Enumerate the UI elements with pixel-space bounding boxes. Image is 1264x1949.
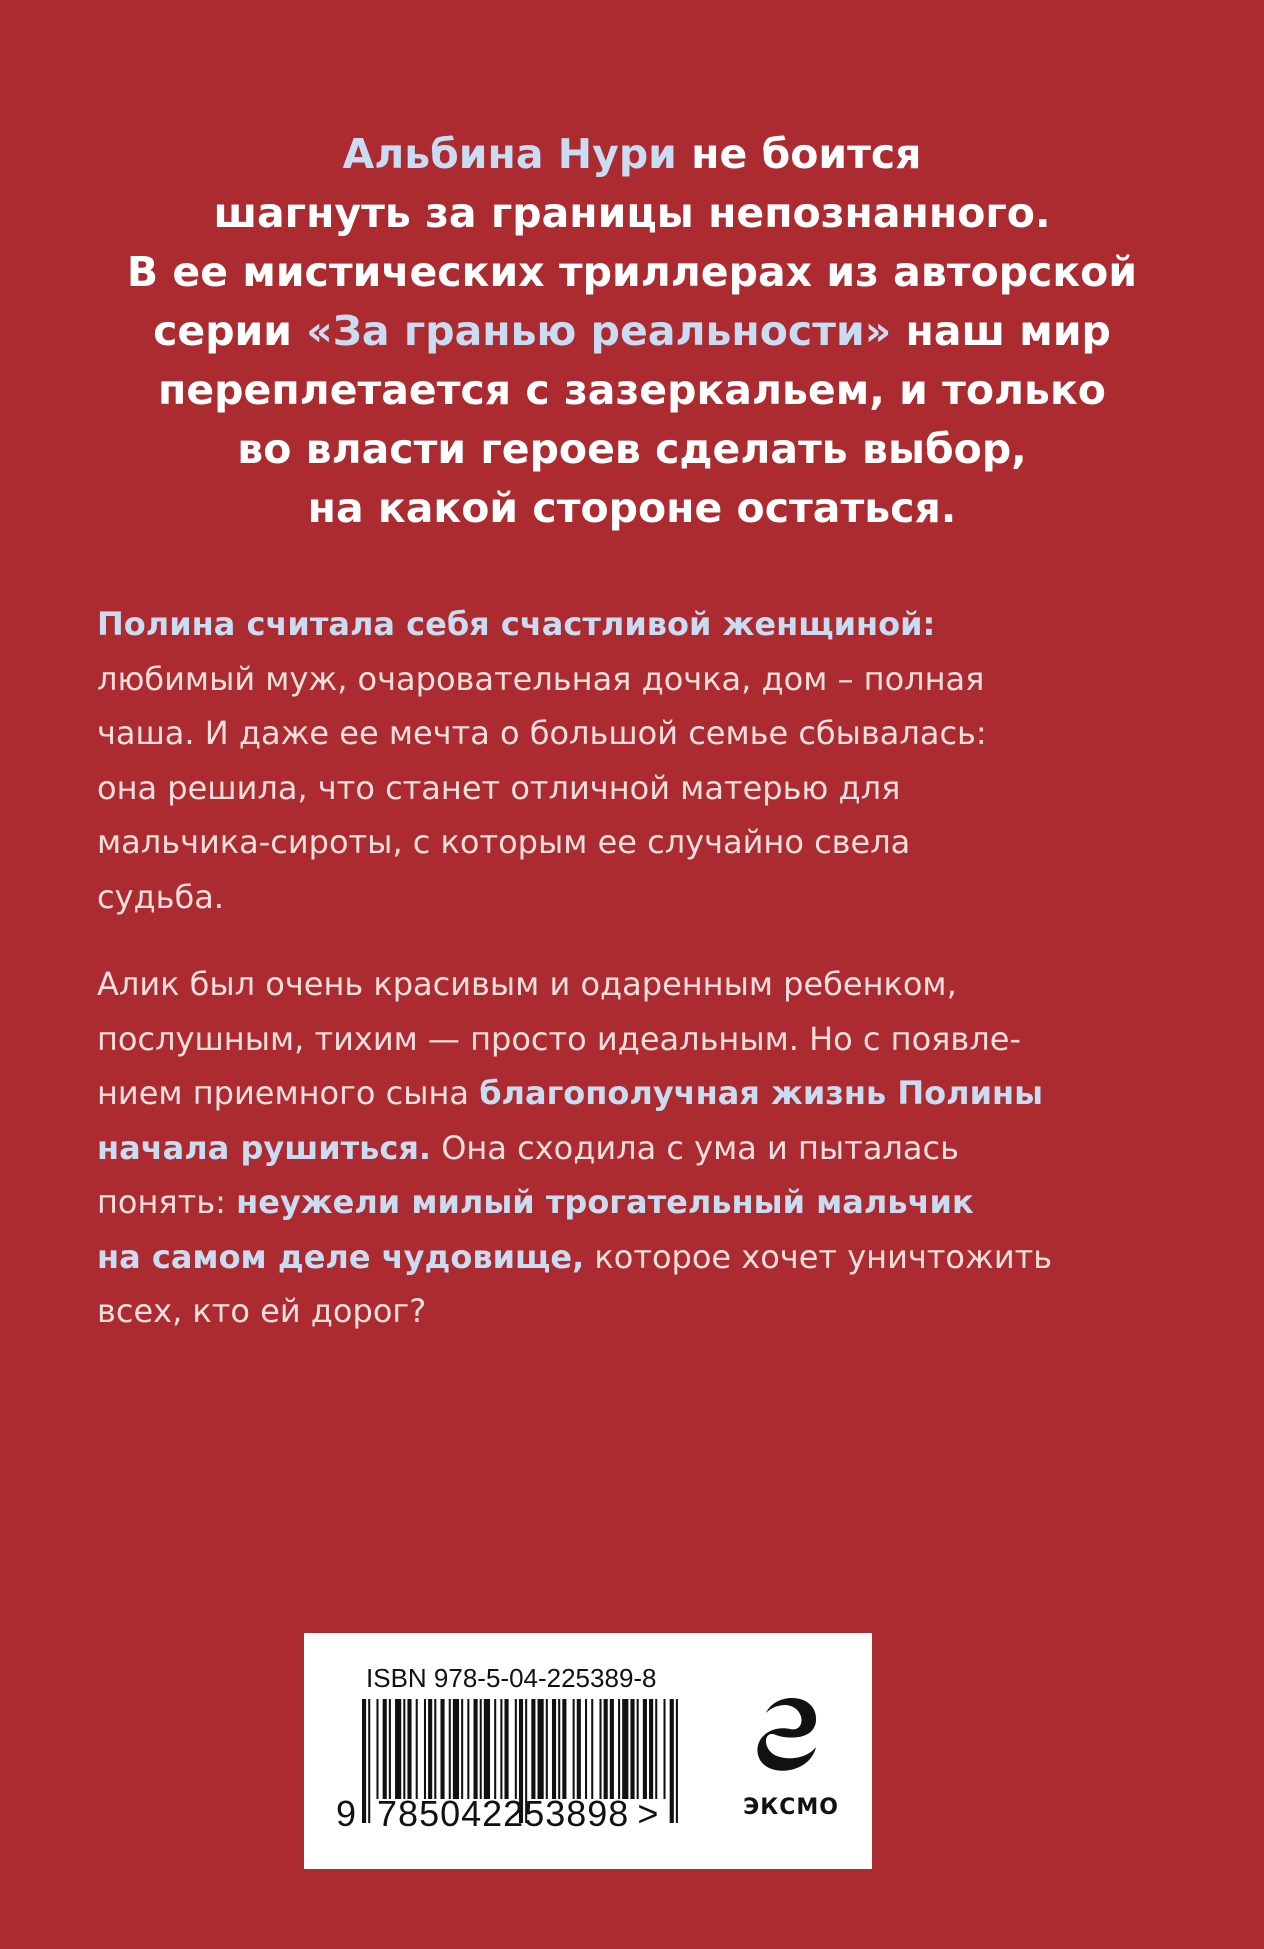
text-line	[97, 761, 1197, 816]
text-segment: Она сходила с ума и пыталась	[431, 1128, 959, 1167]
barcode-bar	[484, 1699, 490, 1799]
text-line	[97, 1121, 1197, 1176]
eksmo-logo-icon	[746, 1683, 836, 1793]
highlighted-text: «За гранью реальности»	[306, 307, 892, 355]
barcode-bar	[610, 1699, 614, 1799]
barcode-bar	[676, 1699, 678, 1823]
text-line	[97, 870, 1197, 925]
barcode-lead-digit: 9	[336, 1793, 358, 1834]
barcode-bar	[376, 1699, 378, 1799]
barcode-bar	[622, 1699, 628, 1799]
synopsis-paragraph-2	[97, 957, 1197, 1339]
text-segment: во власти героев сделать выбор,	[237, 425, 1027, 473]
barcode-bar	[599, 1699, 601, 1799]
synopsis-paragraph-1	[97, 597, 1197, 924]
highlighted-text: Альбина Нури	[342, 130, 677, 178]
barcode-bar	[428, 1699, 432, 1799]
text-segment: наш мир	[891, 307, 1111, 355]
highlighted-text: благополучная жизнь Полины	[479, 1074, 1044, 1112]
isbn-number: ISBN 978-5-04-225389-8	[366, 1663, 657, 1693]
text-line	[60, 243, 1204, 302]
text-segment: мальчика-сироты, с которым ее случайно свела	[97, 823, 911, 861]
barcode-bar	[552, 1699, 556, 1799]
barcode-panel	[304, 1633, 872, 1869]
barcode-bar	[538, 1699, 544, 1799]
text-line	[60, 479, 1204, 538]
text-line	[60, 361, 1204, 420]
text-line	[97, 1066, 1197, 1121]
text-segment: которое хочет уничтожить	[584, 1237, 1053, 1276]
barcode-bar	[500, 1699, 502, 1799]
barcode-bar	[424, 1699, 426, 1799]
barcode-bar	[618, 1699, 620, 1799]
text-line	[60, 302, 1204, 361]
text-line	[97, 1012, 1197, 1067]
barcode-bar	[670, 1699, 674, 1823]
barcode-bar	[434, 1699, 436, 1799]
barcode-bar	[531, 1699, 535, 1799]
author-intro	[60, 125, 1204, 538]
barcode-bar	[655, 1699, 657, 1799]
text-line	[97, 652, 1197, 707]
text-line	[97, 815, 1197, 870]
barcode-bar	[604, 1699, 608, 1799]
barcode-bar	[383, 1699, 387, 1799]
text-segment: она решила, что станет отличной матерью для	[97, 768, 901, 807]
barcode-bar	[389, 1699, 391, 1799]
barcode-bar	[515, 1699, 517, 1799]
text-segment: нием приемного сына	[97, 1074, 480, 1112]
highlighted-text: на самом деле чудовище,	[97, 1237, 585, 1276]
barcode-group-2: 253898	[503, 1793, 630, 1834]
barcode-bar	[573, 1699, 575, 1799]
barcode-bar	[630, 1699, 634, 1799]
barcode-bar	[453, 1699, 459, 1799]
text-segment: понять:	[97, 1183, 237, 1221]
barcode-bar	[637, 1699, 639, 1799]
barcode-bar	[504, 1699, 508, 1799]
text-segment: всех, кто ей дорог?	[97, 1292, 427, 1330]
barcode-bar	[585, 1699, 587, 1799]
barcode-bar	[649, 1699, 653, 1799]
barcode-bar	[407, 1699, 411, 1799]
text-line	[97, 706, 1197, 761]
text-segment: любимый муж, очаровательная дочка, дом – полная	[97, 659, 985, 698]
text-line	[97, 597, 1197, 652]
text-line	[97, 1175, 1197, 1230]
text-segment: судьба.	[97, 877, 225, 916]
text-line	[97, 957, 1197, 1012]
highlighted-text: неужели милый трогательный мальчик	[236, 1183, 974, 1221]
barcode-end-mark: >	[637, 1793, 660, 1834]
text-line	[97, 1230, 1197, 1285]
text-segment: не боится	[676, 130, 922, 178]
text-line	[97, 1284, 1197, 1339]
barcode-bar	[461, 1699, 463, 1799]
text-segment: переплетается с зазеркальем, и только	[158, 366, 1106, 414]
barcode-bar	[643, 1699, 647, 1799]
publisher-name: ЭКСМО	[743, 1795, 839, 1820]
barcode-bar	[403, 1699, 405, 1799]
barcode-bar	[558, 1699, 560, 1799]
text-segment: Алик был очень красивым и одаренным ребенком,	[97, 965, 957, 1003]
text-line	[60, 184, 1204, 243]
barcode-bar	[591, 1699, 593, 1799]
text-segment: серии	[153, 307, 307, 355]
text-segment: послушным, тихим — просто идеальным. Но с появле-	[97, 1019, 1021, 1058]
text-segment: на какой стороне остаться.	[307, 484, 957, 532]
highlighted-text: начала рушиться.	[97, 1128, 432, 1167]
highlighted-text: Полина считала себя счастливой женщиной:	[97, 605, 936, 643]
text-segment: чаша. И даже ее мечта о большой семье сбывалась:	[97, 714, 987, 752]
barcode-bar	[449, 1699, 451, 1799]
barcode-bar	[474, 1699, 478, 1799]
barcode-bar	[416, 1699, 418, 1799]
barcode-bar	[546, 1699, 548, 1799]
barcode-bar	[562, 1699, 566, 1799]
barcode-bar	[480, 1699, 482, 1799]
barcode-bar	[577, 1699, 581, 1799]
barcode-group-1: 785042	[377, 1793, 504, 1834]
barcode-bar	[395, 1699, 401, 1799]
text-segment: В ее мистических триллерах из авторской	[126, 248, 1138, 296]
barcode-bar	[663, 1699, 665, 1799]
text-line	[60, 420, 1204, 479]
barcode-bar	[467, 1699, 469, 1799]
barcode-bar	[494, 1699, 496, 1799]
barcode-digits	[336, 1793, 659, 1835]
text-line	[60, 125, 1204, 184]
text-segment: шагнуть за границы непознанного.	[213, 189, 1051, 237]
barcode-bar	[440, 1699, 444, 1799]
